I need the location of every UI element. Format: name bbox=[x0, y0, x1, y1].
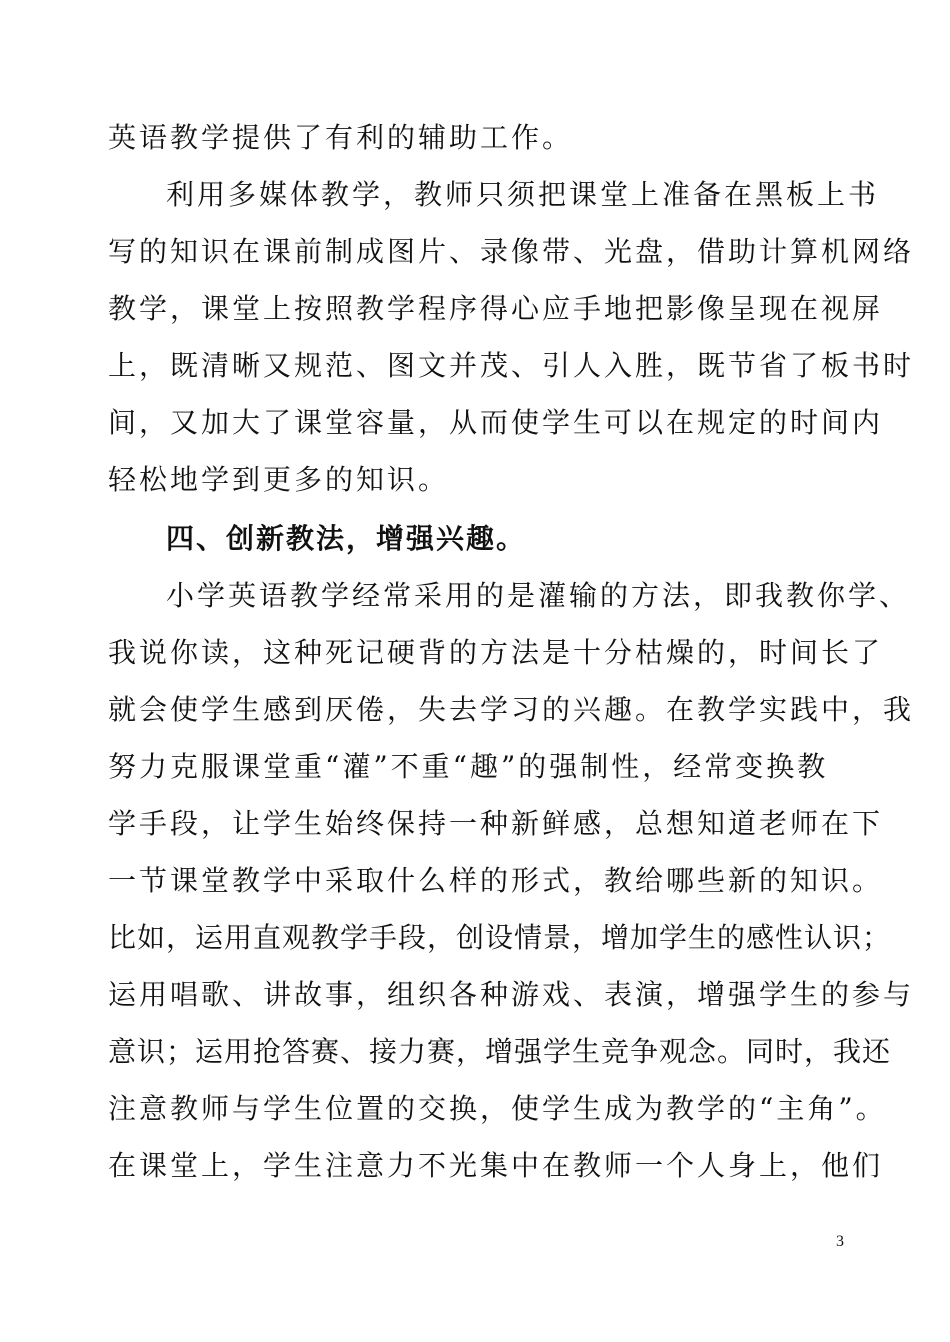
paragraph-line: 意识；运用抢答赛、接力赛，增强学生竞争观念。同时，我还 bbox=[108, 1035, 892, 1068]
paragraph-line: 努力克服课堂重“灌”不重“趣”的强制性，经常变换教 bbox=[108, 750, 829, 783]
paragraph-line: 就会使学生感到厌倦，失去学习的兴趣。在教学实践中，我 bbox=[108, 693, 915, 726]
paragraph-line: 我说你读，这种死记硬背的方法是十分枯燥的，时间长了 bbox=[108, 636, 884, 669]
paragraph-line: 轻松地学到更多的知识。 bbox=[108, 463, 450, 496]
paragraph-line: 运用唱歌、讲故事，组织各种游戏、表演，增强学生的参与 bbox=[108, 978, 915, 1011]
paragraph-line: 英语教学提供了有利的辅助工作。 bbox=[108, 121, 574, 154]
paragraph-line: 小学英语教学经常采用的是灌输的方法，即我教你学、 bbox=[166, 579, 911, 612]
paragraph-line: 利用多媒体教学，教师只须把课堂上准备在黑板上书 bbox=[166, 178, 880, 211]
paragraph-line: 学手段，让学生始终保持一种新鲜感，总想知道老师在下 bbox=[108, 807, 884, 840]
paragraph-line: 间，又加大了课堂容量，从而使学生可以在规定的时间内 bbox=[108, 406, 884, 439]
paragraph-line: 上，既清晰又规范、图文并茂、引人入胜，既节省了板书时 bbox=[108, 349, 915, 382]
page-number: 3 bbox=[836, 1233, 844, 1250]
paragraph-line: 一节课堂教学中采取什么样的形式，教给哪些新的知识。 bbox=[108, 864, 884, 897]
paragraph-line: 比如，运用直观教学手段，创设情景，增加学生的感性认识； bbox=[108, 921, 892, 954]
section-heading: 四、创新教法，增强兴趣。 bbox=[166, 522, 527, 555]
paragraph-line: 写的知识在课前制成图片、录像带、光盘，借助计算机网络 bbox=[108, 235, 915, 268]
paragraph-line: 教学，课堂上按照教学程序得心应手地把影像呈现在视屏 bbox=[108, 292, 884, 325]
paragraph-line: 注意教师与学生位置的交换，使学生成为教学的“主角”。 bbox=[108, 1092, 887, 1125]
paragraph-line: 在课堂上，学生注意力不光集中在教师一个人身上，他们 bbox=[108, 1149, 884, 1182]
